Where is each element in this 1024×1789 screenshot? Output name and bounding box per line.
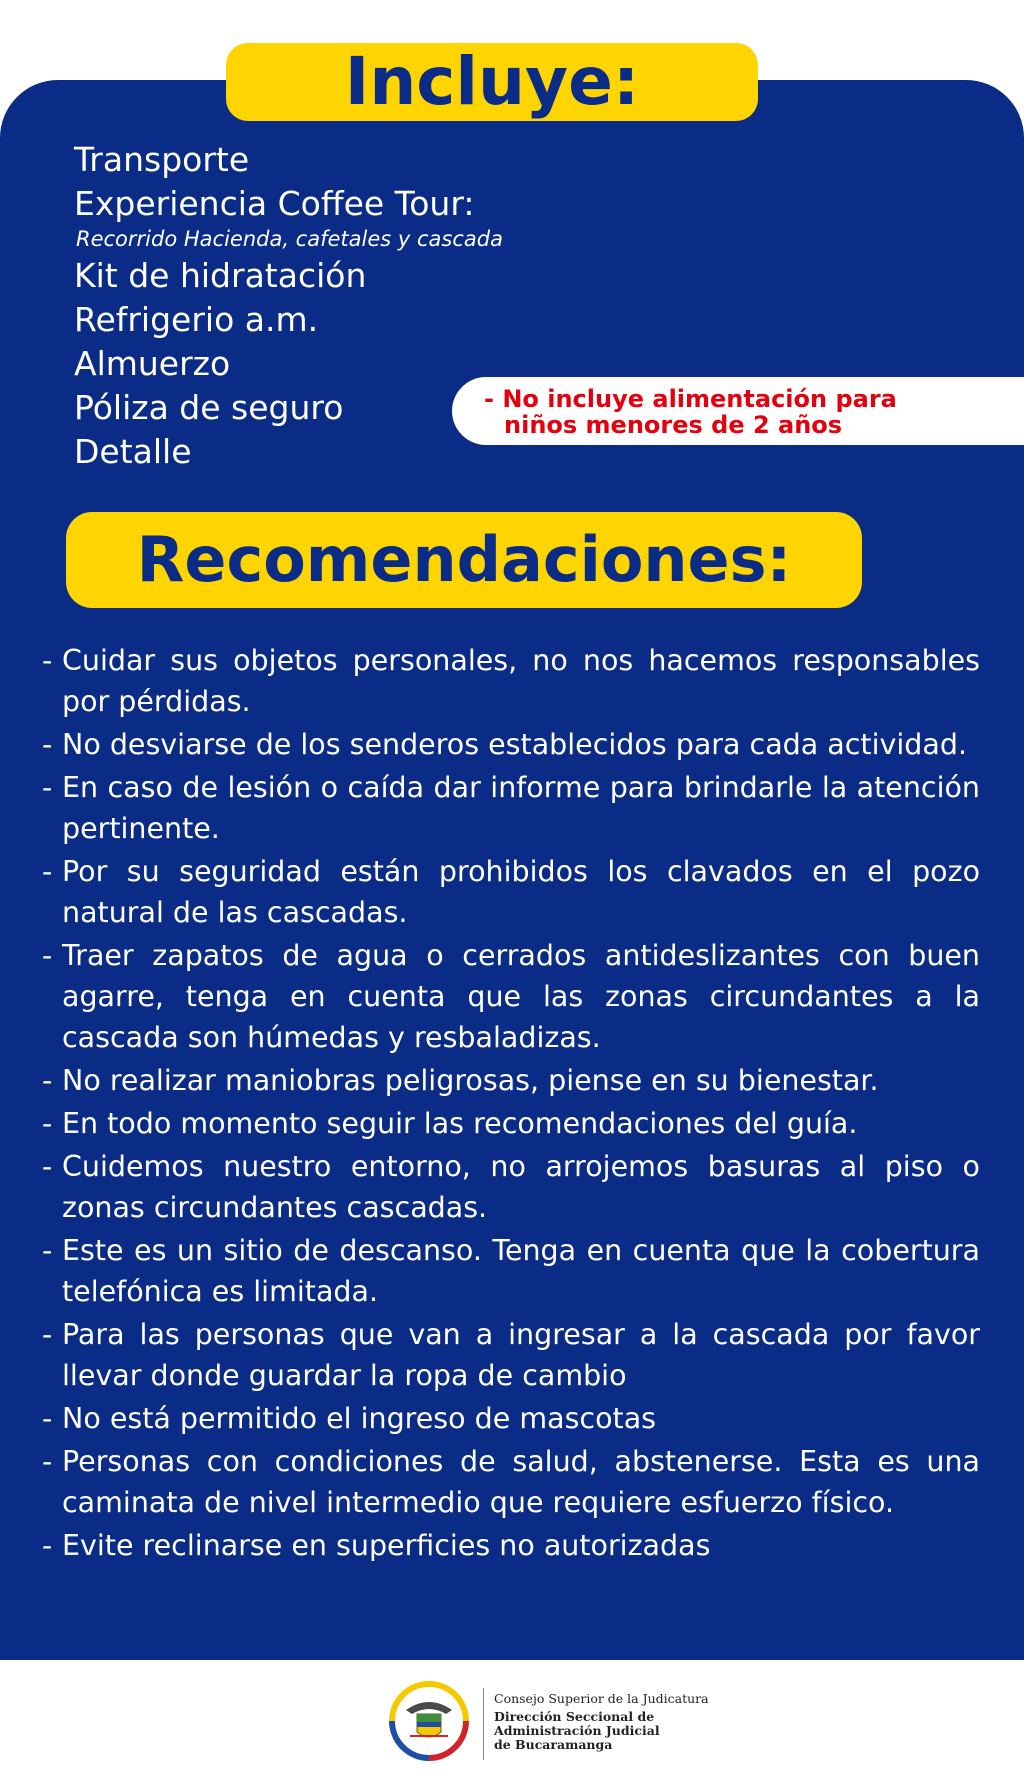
recommendations-title: Recomendaciones: [66, 512, 862, 608]
includes-item-coffee-tour: Experiencia Coffee Tour: [74, 184, 475, 223]
footer-institution [494, 1691, 709, 1752]
includes-title: Incluye: [226, 43, 758, 121]
includes-item-gift: Detalle [74, 432, 192, 471]
recommendation-item: - No está permitido el ingreso de mascotas [42, 1402, 657, 1435]
includes-item-snack: Refrigerio a.m. [74, 300, 319, 339]
recommendation-item: - En caso de lesión o caída dar informe para brindarle la atención pertinente. [42, 771, 980, 845]
includes-item-coffee-tour-detail: Recorrido Hacienda, cafetales y cascada [76, 227, 503, 251]
exclusion-note-line1: - No incluye alimentación para [484, 385, 897, 413]
footer-org-name: Consejo Superior de la Judicatura [494, 1691, 709, 1706]
exclusion-note [452, 377, 1024, 445]
exclusion-note-line2: niños menores de 2 años [504, 411, 843, 439]
recommendation-item: - Para las personas que van a ingresar a la cascada por favor llevar donde guardar la ropa de cambio [42, 1318, 980, 1392]
recommendation-item: - En todo momento seguir las recomendaciones del guía. [42, 1107, 858, 1140]
includes-item-insurance: Póliza de seguro [74, 388, 344, 427]
recommendation-item: - No realizar maniobras peligrosas, piense en su bienestar. [42, 1064, 879, 1097]
recommendations-list [42, 640, 980, 1568]
includes-item-lunch: Almuerzo [74, 344, 231, 383]
recommendation-item: - Cuidemos nuestro entorno, no arrojemos basuras al piso o zonas circundantes cascadas. [42, 1150, 980, 1224]
includes-item-transport: Transporte [74, 140, 250, 179]
includes-item-hydration-kit: Kit de hidratación [74, 256, 367, 295]
recommendation-item: - Evite reclinarse en superficies no autorizadas [42, 1529, 711, 1562]
recommendation-item: - Cuidar sus objetos personales, no nos hacemos responsables por pérdidas. [42, 644, 980, 718]
recommendation-item: - Personas con condiciones de salud, abstenerse. Esta es una caminata de nivel intermedio que requiere esfuerzo físico. [42, 1445, 980, 1519]
footer-divider [483, 1688, 484, 1760]
colombia-coat-of-arms-icon [388, 1680, 470, 1762]
footer-division-line2: Administración Judicial [494, 1723, 660, 1738]
includes-list [74, 138, 503, 474]
recommendation-item: - Por su seguridad están prohibidos los clavados en el pozo natural de las cascadas. [42, 855, 980, 929]
recommendation-item: - Este es un sitio de descanso. Tenga en cuenta que la cobertura telefónica es limitada. [42, 1234, 980, 1308]
recommendation-item: - Traer zapatos de agua o cerrados antideslizantes con buen agarre, tenga en cuenta que las zonas circundantes a la cascada son húmedas y resbaladizas. [42, 939, 980, 1054]
footer-division-line1: Dirección Seccional de [494, 1709, 655, 1724]
footer-division-line3: de Bucaramanga [494, 1737, 613, 1752]
recommendation-item: - No desviarse de los senderos establecidos para cada actividad. [42, 728, 968, 761]
